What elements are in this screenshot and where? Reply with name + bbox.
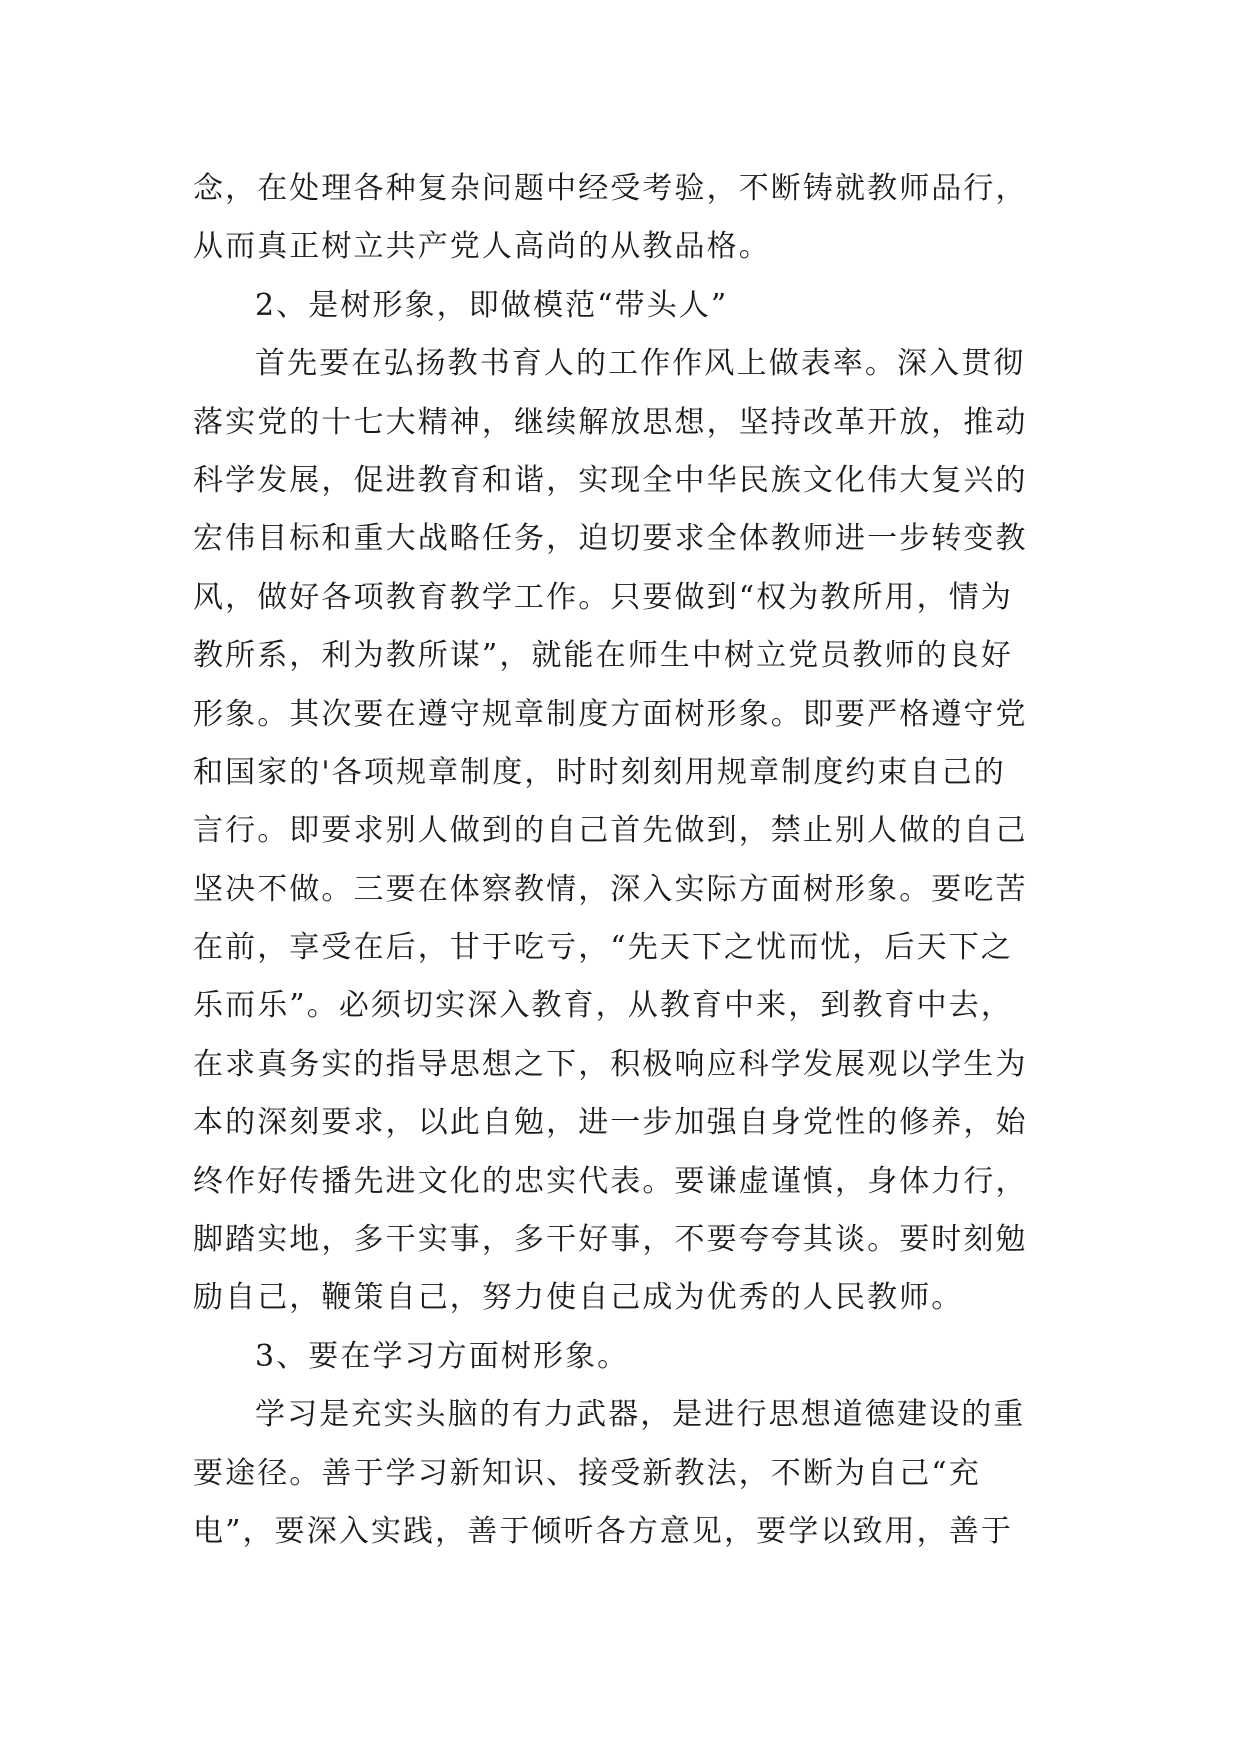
text-line: 落实党的十七大精神，继续解放思想，坚持改革开放，推动 <box>193 404 1028 440</box>
body-text <box>193 160 1073 1561</box>
text-line: 首先要在弘扬教书育人的工作作风上做表率。深入贯彻 <box>255 346 1026 382</box>
text-line: 脚踏实地，多干实事，多干好事，不要夸夸其谈。要时刻勉 <box>193 1222 1028 1258</box>
text-line: 宏伟目标和重大战略任务，迫切要求全体教师进一步转变教 <box>193 521 1028 557</box>
text-line: 在求真务实的指导思想之下，积极响应科学发展观以学生为 <box>193 1046 1028 1082</box>
text-line: 2、是树形象，即做模范“带头人” <box>255 287 729 323</box>
text-line: 言行。即要求别人做到的自己首先做到，禁止别人做的自己 <box>193 813 1028 849</box>
text-line: 科学发展，促进教育和谐，实现全中华民族文化伟大复兴的 <box>193 462 1028 498</box>
text-line: 要途径。善于学习新知识、接受新教法，不断为自己“充 <box>193 1455 981 1491</box>
text-line: 在前，享受在后，甘于吃亏，“先天下之忧而忧，后天下之 <box>193 930 1013 966</box>
text-line: 电”，要深入实践，善于倾听各方意见，要学以致用，善于 <box>193 1513 1013 1549</box>
text-line: 教所系，利为教所谋”，就能在师生中树立党员教师的良好 <box>193 638 1013 674</box>
text-line: 念，在处理各种复杂问题中经受考验，不断铸就教师品行， <box>193 171 1028 206</box>
text-line: 终作好传播先进文化的忠实代表。要谦虚谨慎，身体力行， <box>193 1163 1028 1199</box>
text-line: 和国家的'各项规章制度，时时刻刻用规章制度约束自己的 <box>193 754 1006 790</box>
text-line: 本的深刻要求，以此自勉，进一步加强自身党性的修养，始 <box>193 1105 1028 1141</box>
text-line: 从而真正树立共产党人高尚的从教品格。 <box>193 229 771 265</box>
text-line: 学习是充实头脑的有力武器，是进行思想道德建设的重 <box>255 1397 1026 1433</box>
text-line: 励自己，鞭策自己，努力使自己成为优秀的人民教师。 <box>193 1280 964 1316</box>
text-line: 形象。其次要在遵守规章制度方面树形象。即要严格遵守党 <box>193 696 1028 732</box>
text-line: 风，做好各项教育教学工作。只要做到“权为教所用，情为 <box>193 579 1013 615</box>
text-line: 坚决不做。三要在体察教情，深入实际方面树形象。要吃苦 <box>193 871 1028 907</box>
text-line: 3、要在学习方面树形象。 <box>255 1338 630 1374</box>
text-line: 乐而乐”。必须切实深入教育，从教育中来，到教育中去， <box>193 988 1013 1024</box>
